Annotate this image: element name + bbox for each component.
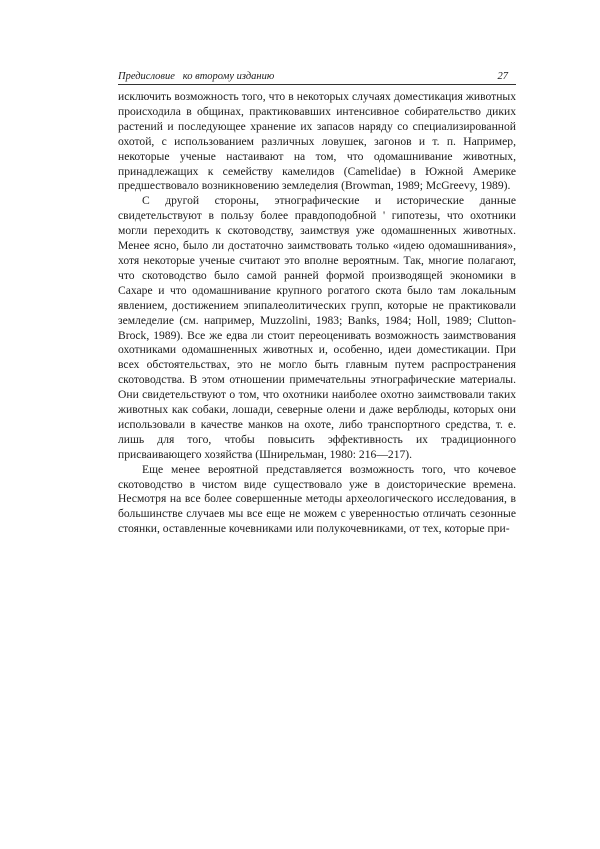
- running-head-title: Предисловие ко второму изданию: [118, 71, 275, 82]
- paragraph-1: исключить возможность того, что в некоторых случаях доместикация животных происходила в общинах, практиковавших интенсивное собирательство диких растений и последующее хранение их запасов наряду со специализированной охотой, с использованием различных ловушек, загонов и т. п. Например, некоторые ученые настаивают на том, что одомашнивание животных, принадлежащих к семейству камелидов (Camelidae) в Южной Америке предшествовало возникновению земледелия (Browman, 1989; McGreevy, 1989).: [118, 90, 516, 193]
- running-head: [118, 70, 516, 85]
- paragraph-2: С другой стороны, этнографические и исторические данные свидетельствуют в пользу более правдоподобной ' гипотезы, что охотники могли переходить к скотоводству, заимствуя уже одомашненных животных. Менее ясно, было ли достаточно заимствовать только «идею одомашнивания», хотя некоторые ученые считают это вполне вероятным. Так, многие полагают, что скотоводство было самой ранней формой производящей экономики в Сахаре и что одомашнивание крупного рогатого скота было там локальным явлением, достижением эпипалеолитических групп, которые не практиковали земледелие (см. например, Muzzolini, 1983; Banks, 1984; Holl, 1989; Clutton-Brock, 1989). Все же едва ли стоит переоценивать возможность заимствования охотниками одомашненных животных и, особенно, идеи доместикации. При всех обстоятельствах, это не могло быть главным путем распространения скотоводства. В этом отношении примечательны этнографические материалы. Они свидетельствуют о том, что охотники наиболее охотно заимствовали таких животных как собаки, лошади, северные олени и даже верблюды, которых они использовали в качестве манков на охоте, либо транспортного средства, т. е. лишь для того, чтобы повысить эффективность их традиционного присваивающего хозяйства (Шнирельман, 1980: 216—217).: [118, 194, 516, 461]
- body-text: [118, 90, 516, 537]
- book-page: [118, 70, 516, 537]
- paragraph-3: Еще менее вероятной представляется возможность того, что кочевое скотоводство в чистом виде существовало уже в доисторические времена. Несмотря на все более совершенные методы археологического исследования, в большинстве случаев мы все еще не можем с уверенностью отличать сезонные стоянки, оставленные кочевниками или полукочевниками, от тех, которые при-: [118, 462, 516, 536]
- page-number: 27: [497, 71, 508, 82]
